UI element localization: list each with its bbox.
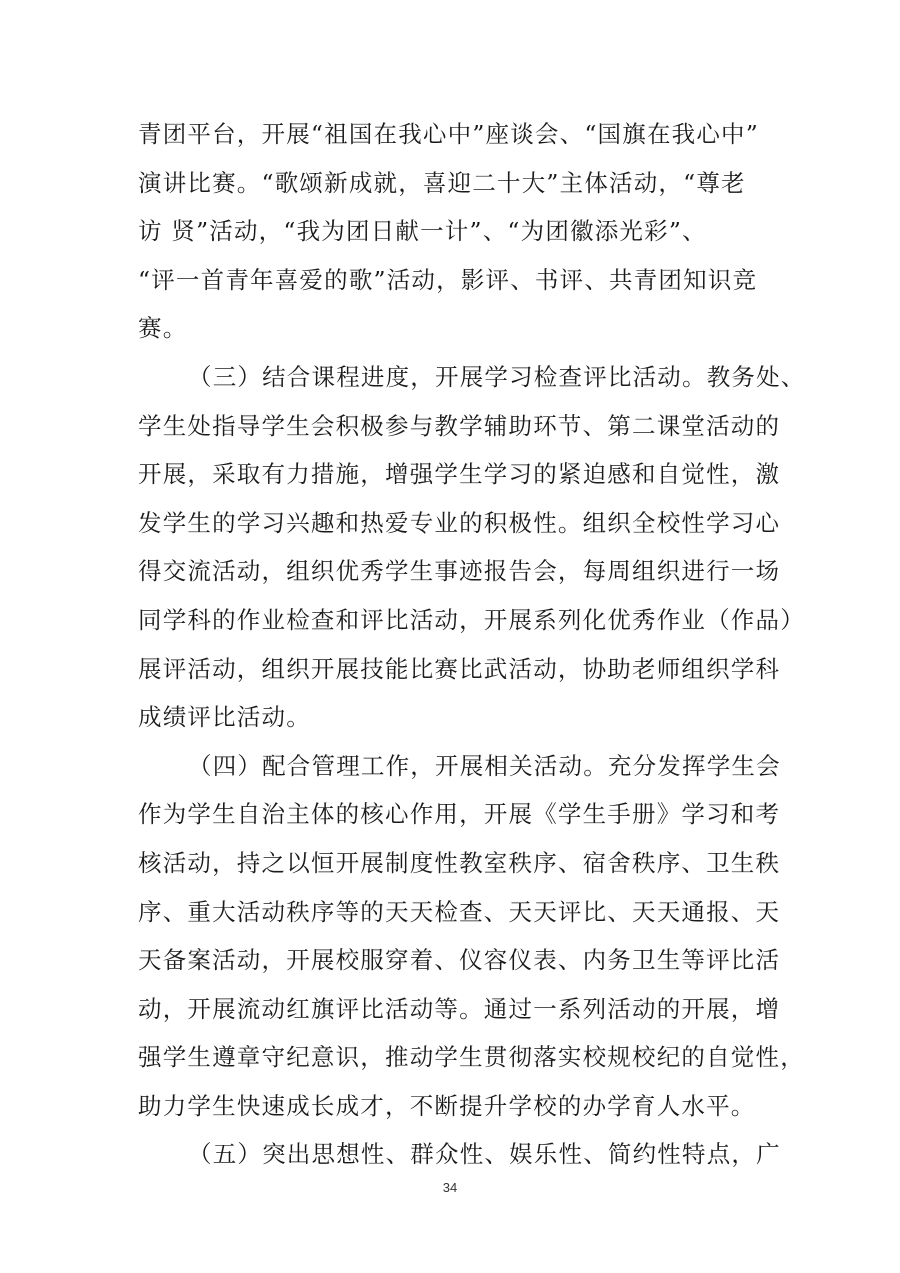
- text-line: 同学科的作业检查和评比活动，开展系列化优秀作业（作品）: [138, 605, 805, 634]
- body-text: [138, 110, 806, 1179]
- text-line: 作为学生自治主体的核心作用，开展《学生手册》学习和考: [138, 800, 781, 829]
- text-line: 动，开展流动红旗评比活动等。通过一系列活动的开展，增: [138, 994, 781, 1023]
- text-line: 助力学生快速成长成才，不断提升学校的办学育人水平。: [138, 1091, 756, 1120]
- text-line: 赛。: [138, 314, 188, 343]
- text-line: 核活动，持之以恒开展制度性教室秩序、宿舍秩序、卫生秩: [138, 848, 781, 877]
- paragraph-heading-4: （四）配合管理工作，开展相关活动。充分发挥学生会: [188, 751, 781, 780]
- text-line: 开展，采取有力措施，增强学生学习的紧迫感和自觉性，激: [138, 460, 781, 489]
- text-line: 天备案活动，开展校服穿着、仪容仪表、内务卫生等评比活: [138, 946, 781, 975]
- text-line: 演讲比赛。“歌颂新成就，喜迎二十大”主体活动，“尊老: [138, 168, 746, 197]
- text-line: 强学生遵章守纪意识，推动学生贯彻落实校规校纪的自觉性，: [138, 1043, 805, 1072]
- text-line: 学生处指导学生会积极参与教学辅助环节、第二课堂活动的: [138, 411, 781, 440]
- text-line: “评一首青年喜爱的歌”活动，影评、书评、共青团知识竞: [138, 265, 758, 294]
- text-line: 成绩评比活动。: [138, 703, 311, 732]
- text-line: 访 贤”活动，“我为团日献一计”、“为团徽添光彩”、: [138, 217, 707, 246]
- text-line: 序、重大活动秩序等的天天检查、天天评比、天天通报、天: [138, 897, 781, 926]
- text-line: 得交流活动，组织优秀学生事迹报告会，每周组织进行一场: [138, 557, 781, 586]
- text-line: 发学生的学习兴趣和热爱专业的积极性。组织全校性学习心: [138, 508, 781, 537]
- paragraph-heading-3: （三）结合课程进度，开展学习检查评比活动。教务处、: [188, 362, 806, 391]
- page-number: 34: [442, 1180, 458, 1195]
- text-line: 青团平台，开展“祖国在我心中”座谈会、“国旗在我心中”: [138, 120, 759, 148]
- text-line: 展评活动，组织开展技能比赛比武活动，协助老师组织学科: [138, 654, 781, 683]
- paragraph-heading-5: （五）突出思想性、群众性、娱乐性、简约性特点，广: [188, 1140, 781, 1169]
